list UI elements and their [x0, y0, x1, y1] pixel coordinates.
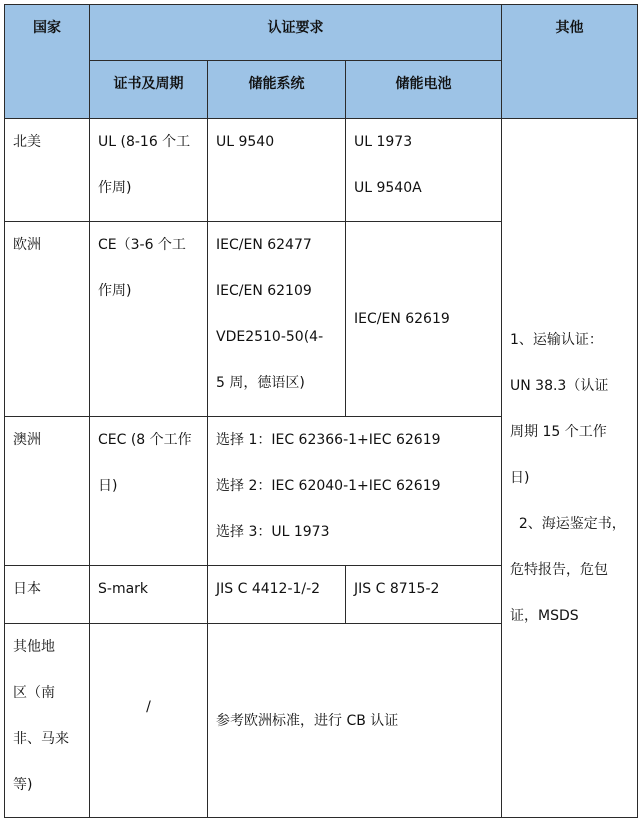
cell-system: UL 9540 [208, 119, 346, 222]
cell-country: 日本 [5, 566, 90, 624]
cell-period: CEC (8 个工作 日) [90, 417, 208, 566]
cell-battery: IEC/EN 62619 [346, 222, 502, 417]
header-storage-system: 储能系统 [208, 61, 346, 119]
header-other: 其他 [502, 5, 638, 119]
cell-system: IEC/EN 62477 IEC/EN 62109 VDE2510-50(4- 5 周，德语区) [208, 222, 346, 417]
cell-battery: UL 1973 UL 9540A [346, 119, 502, 222]
cell-period: CE（3-6 个工 作周) [90, 222, 208, 417]
header-cert-requirements: 认证要求 [90, 5, 502, 61]
cell-system-battery: 参考欧洲标准，进行 CB 认证 [208, 624, 502, 818]
cell-period: S-mark [90, 566, 208, 624]
certification-table [4, 4, 638, 818]
header-storage-battery: 储能电池 [346, 61, 502, 119]
cell-period: UL (8-16 个工 作周) [90, 119, 208, 222]
header-cert-period: 证书及周期 [90, 61, 208, 119]
cell-battery: JIS C 8715-2 [346, 566, 502, 624]
cell-country: 北美 [5, 119, 90, 222]
table-row-north-america [5, 119, 638, 222]
cell-system: JIS C 4412-1/-2 [208, 566, 346, 624]
cell-country: 其他地 区（南 非、马来 等) [5, 624, 90, 818]
cell-other: 1、运输认证： UN 38.3（认证 周期 15 个工作 日) 2、海运鉴定书， 危特报告，危包 证，MSDS [502, 119, 638, 818]
cell-period: / [90, 624, 208, 818]
header-country: 国家 [5, 5, 90, 119]
cell-country: 澳洲 [5, 417, 90, 566]
cell-country: 欧洲 [5, 222, 90, 417]
cell-system-battery: 选择 1：IEC 62366-1+IEC 62619 选择 2：IEC 62040-1+IEC 62619 选择 3：UL 1973 [208, 417, 502, 566]
